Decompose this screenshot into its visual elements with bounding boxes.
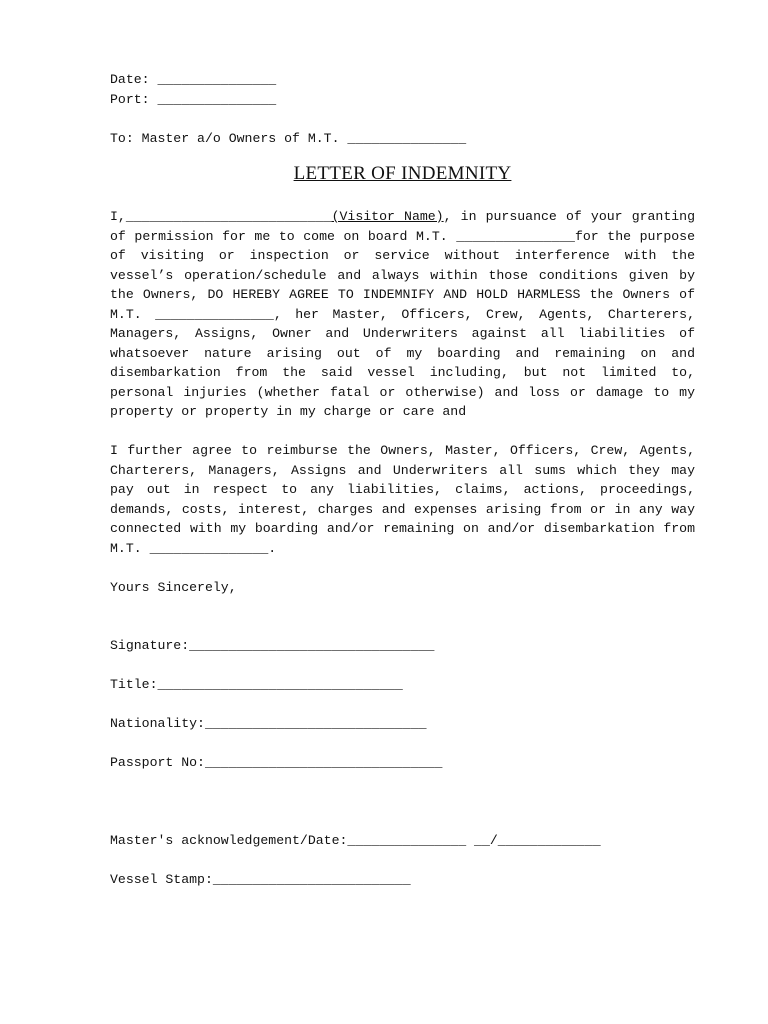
passport-field: Passport No:______________________________ (110, 755, 443, 770)
indemnity-body: , in pursuance of your granting of permission for me to come on board M.T. _______________for the purpose of visiting or inspection or service without interference with the vessel’s operation/schedule and always within those conditions given by the Owners, DO HEREBY AGREE TO INDEMNIFY AND HOLD HARMLESS the Owners of M.T. _______________, her Master, Officers, Crew, Agents, Charterers, Managers, Assigns, Owner and Underwriters against all liabilities of whatsoever nature arising out of my boarding and remaining on and disembarkation from the said vessel including, but not limited to, personal injuries (whether fatal or otherwise) and loss or damage to my property or property in my charge or care and (110, 209, 696, 419)
vessel-stamp-field: Vessel Stamp:_________________________ (110, 872, 411, 887)
closing-line: Yours Sincerely, (110, 579, 237, 595)
document-title: LETTER OF INDEMNITY (293, 163, 512, 184)
master-acknowledgement-field: Master's acknowledgement/Date:_______________ __/_____________ (110, 833, 601, 848)
to-line: To: Master a/o Owners of M.T. _______________ (110, 130, 467, 146)
nationality-field: Nationality:____________________________ (110, 716, 427, 731)
indemnity-paragraph (110, 207, 695, 422)
letter-page (110, 70, 695, 890)
date-line: Date: _______________ (110, 72, 277, 87)
title-field: Title:_______________________________ (110, 677, 403, 692)
visitor-blank: I,__________________________ (110, 209, 332, 224)
port-line: Port: _______________ (110, 91, 277, 107)
signature-field: Signature:_______________________________ (110, 638, 435, 653)
reimburse-paragraph: I further agree to reimburse the Owners, Master, Officers, Crew, Agents, Charterers, Managers, Assigns and Underwriters all sums which they may pay out in respect to any liabilities, claims, actions, proceedings, demands, costs, interest, charges and expenses arising from or in any way connected with my boarding and/or remaining on and/or disembarkation from M.T. _______________. (110, 443, 695, 556)
visitor-name-label: (Visitor Name) (331, 209, 444, 224)
